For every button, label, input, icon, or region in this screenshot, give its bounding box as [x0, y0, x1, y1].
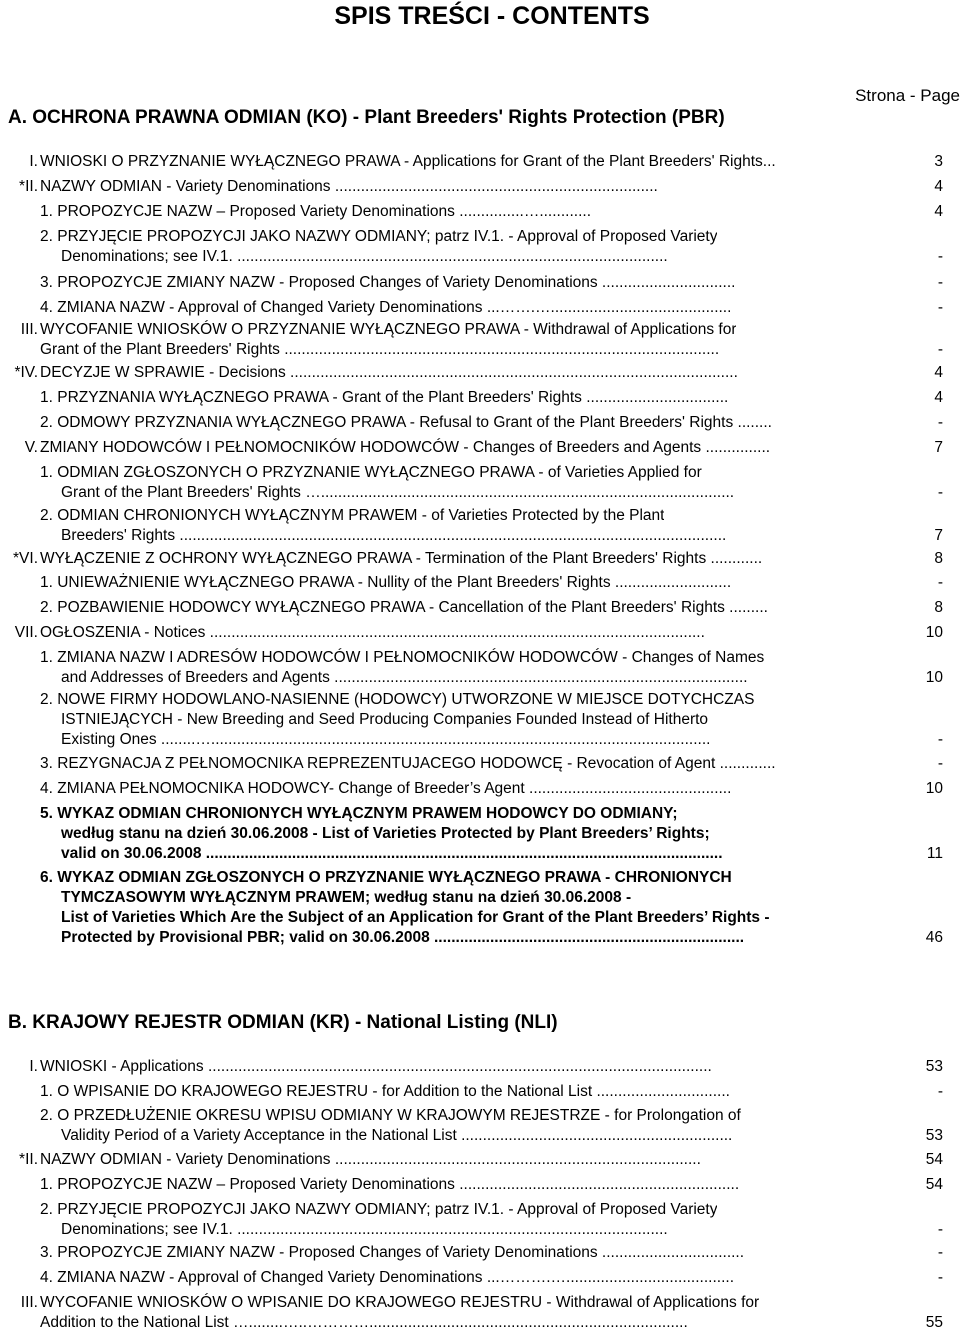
toc-entry-page: -	[937, 1269, 943, 1286]
toc-entry-page: -	[937, 731, 943, 748]
toc-entry-page: -	[937, 574, 943, 591]
toc-entry[interactable]	[0, 273, 960, 293]
toc-entry-page: 4	[934, 389, 943, 406]
section-b-heading: B. KRAJOWY REJESTR ODMIAN (KR) - National Listing (NLI)	[8, 1012, 558, 1033]
toc-entry-page: -	[937, 341, 943, 358]
toc-entry-text: według stanu na dzień 30.06.2008 - List of Varieties Protected by Plant Breeders’ Rights;	[61, 825, 710, 842]
toc-entry[interactable]	[0, 623, 960, 643]
toc-entry-page: 10	[925, 669, 943, 686]
toc-entry-text: Existing Ones ........…....................................................................................................................	[61, 731, 711, 748]
toc-entry-text: OGŁOSZENIA - Notices ...................................................................................................................	[40, 624, 705, 641]
toc-entry-text: and Addresses of Breeders and Agents ................................................................................................	[61, 669, 748, 686]
toc-entry-text: 3. PROPOZYCJE ZMIANY NAZW - Proposed Changes of Variety Denominations ...............................	[40, 274, 736, 291]
toc-entry[interactable]	[0, 754, 960, 774]
toc-entry-text: NAZWY ODMIAN - Variety Denominations ...........................................................................	[40, 178, 658, 195]
toc-entry[interactable]	[0, 506, 960, 546]
toc-entry[interactable]	[0, 413, 960, 433]
toc-entry-text: valid on 30.06.2008 ........................................................................................................................	[61, 845, 723, 862]
toc-entry[interactable]	[0, 804, 960, 864]
toc-entry-number: *VI.	[13, 550, 38, 567]
toc-entry-page: 53	[925, 1127, 943, 1144]
toc-entry-text: 4. ZMIANA NAZW - Approval of Changed Variety Denominations ...……….….......................................	[40, 1269, 734, 1286]
toc-entry-page: 7	[934, 439, 943, 456]
toc-entry[interactable]	[0, 1175, 960, 1195]
toc-entry-page: -	[937, 1221, 943, 1238]
toc-entry-page: 53	[925, 1058, 943, 1075]
toc-entry[interactable]	[0, 1243, 960, 1263]
toc-entry-text: 2. ODMOWY PRZYZNANIA WYŁĄCZNEGO PRAWA - Refusal to Grant of the Plant Breeders' Rights ........	[40, 414, 772, 431]
toc-entry-page: 10	[925, 780, 943, 797]
toc-entry-text: WYCOFANIE WNIOSKÓW O PRZYZNANIE WYŁĄCZNEGO PRAWA - Withdrawal of Applications for	[40, 321, 737, 338]
page-title: SPIS TREŚCI - CONTENTS	[334, 2, 650, 30]
toc-entry-number: III.	[20, 1294, 38, 1311]
toc-entry-text: Protected by Provisional PBR; valid on 30.06.2008 ........................................................................	[61, 929, 745, 946]
toc-entry-page: 4	[934, 364, 943, 381]
toc-entry[interactable]	[0, 298, 960, 318]
toc-entry-text: 5. WYKAZ ODMIAN CHRONIONYCH WYŁĄCZNYM PRAWEM HODOWCY DO ODMIANY;	[40, 805, 678, 822]
toc-entry-text: ZMIANY HODOWCÓW I PEŁNOMOCNIKÓW HODOWCÓW - Changes of Breeders and Agents ...............	[40, 439, 771, 456]
toc-entry-text: 1. PROPOZYCJE NAZW – Proposed Variety Denominations .................................................................	[40, 1176, 740, 1193]
toc-entry-text: 2. PRZYJĘCIE PROPOZYCJI JAKO NAZWY ODMIANY; patrz IV.1. - Approval of Proposed Variety	[40, 228, 718, 245]
toc-entry-text: 6. WYKAZ ODMIAN ZGŁOSZONYCH O PRZYZNANIE WYŁĄCZNEGO PRAWA - CHRONIONYCH	[40, 869, 732, 886]
toc-entry-page: -	[937, 484, 943, 501]
toc-entry-text: 1. ZMIANA NAZW I ADRESÓW HODOWCÓW I PEŁNOMOCNIKÓW HODOWCÓW - Changes of Names	[40, 649, 765, 666]
toc-entry-text: 2. ODMIAN CHRONIONYCH WYŁĄCZNYM PRAWEM - of Varieties Protected by the Plant	[40, 507, 665, 524]
toc-entry[interactable]	[0, 779, 960, 799]
toc-entry[interactable]	[0, 1057, 960, 1077]
toc-entry-text: Addition to the National List …........…..…………..........................................................................	[40, 1314, 688, 1331]
toc-entry[interactable]	[0, 1082, 960, 1102]
toc-entry-number: V.	[24, 439, 38, 456]
toc-entry[interactable]	[0, 549, 960, 569]
page-column-header: Strona - Page	[855, 86, 960, 105]
toc-entry-page: 8	[934, 550, 943, 567]
toc-entry-page: -	[937, 755, 943, 772]
toc-entry-number: *II.	[19, 178, 38, 195]
toc-entry-page: -	[937, 274, 943, 291]
toc-entry[interactable]	[0, 1106, 960, 1146]
toc-entry-text: 2. NOWE FIRMY HODOWLANO-NASIENNE (HODOWCY) UTWORZONE W MIEJSCE DOTYCHCZAS	[40, 691, 755, 708]
section-a-heading: A. OCHRONA PRAWNA ODMIAN (KO) - Plant Breeders' Rights Protection (PBR)	[8, 107, 725, 128]
toc-entry[interactable]	[0, 227, 960, 267]
toc-entry-page: 54	[925, 1176, 943, 1193]
toc-entry[interactable]	[0, 1268, 960, 1288]
toc-entry-page: 3	[934, 153, 943, 170]
toc-entry[interactable]	[0, 320, 960, 360]
toc-entry-text: WNIOSKI O PRZYZNANIE WYŁĄCZNEGO PRAWA - Applications for Grant of the Plant Breeders' Rights...	[40, 153, 776, 170]
toc-entry-number: *IV.	[14, 364, 38, 381]
toc-entry[interactable]	[0, 598, 960, 618]
toc-entry-page: 8	[934, 599, 943, 616]
toc-entry-text: Grant of the Plant Breeders' Rights …................................................................................................	[61, 484, 735, 501]
toc-entry-page: -	[937, 414, 943, 431]
toc-entry-page: 55	[925, 1314, 943, 1331]
toc-entry[interactable]	[0, 463, 960, 503]
toc-entry[interactable]	[0, 152, 960, 172]
toc-entry[interactable]	[0, 690, 960, 750]
toc-entry-page: 54	[925, 1151, 943, 1168]
toc-entry-text: 3. REZYGNACJA Z PEŁNOMOCNIKA REPREZENTUJACEGO HODOWCĘ - Revocation of Agent .............	[40, 755, 776, 772]
toc-entry-text: Breeders' Rights ...............................................................................................................................	[61, 527, 727, 544]
toc-entry-text: WNIOSKI - Applications .....................................................................................................................	[40, 1058, 712, 1075]
toc-entry-number: III.	[20, 321, 38, 338]
toc-entry[interactable]	[0, 202, 960, 222]
toc-entry-text: 1. UNIEWAŻNIENIE WYŁĄCZNEGO PRAWA - Nullity of the Plant Breeders' Rights ...........................	[40, 574, 732, 591]
toc-entry-text: TYMCZASOWYM WYŁĄCZNYM PRAWEM; według stanu na dzień 30.06.2008 -	[61, 889, 632, 906]
toc-entry-text: 2. POZBAWIENIE HODOWCY WYŁĄCZNEGO PRAWA - Cancellation of the Plant Breeders' Rights .........	[40, 599, 768, 616]
toc-entry-text: 4. ZMIANA NAZW - Approval of Changed Variety Denominations ...…….…..........................................	[40, 299, 732, 316]
toc-entry-page: 7	[934, 527, 943, 544]
toc-entry[interactable]	[0, 438, 960, 458]
toc-entry-page: 11	[926, 845, 943, 862]
toc-entry-text: DECYZJE W SPRAWIE - Decisions ........................................................................................................	[40, 364, 738, 381]
toc-entry-text: 1. PRZYZNANIA WYŁĄCZNEGO PRAWA - Grant of the Plant Breeders' Rights .................................	[40, 389, 729, 406]
toc-entry-text: 2. O PRZEDŁUŻENIE OKRESU WPISU ODMIANY W KRAJOWYM REJESTRZE - for Prolongation of	[40, 1107, 741, 1124]
toc-entry[interactable]	[0, 1150, 960, 1170]
toc-entry[interactable]	[0, 363, 960, 383]
toc-entry-page: 10	[925, 624, 943, 641]
toc-entry[interactable]	[0, 1200, 960, 1240]
toc-entry[interactable]	[0, 1293, 960, 1333]
toc-entry-number: I.	[29, 1058, 38, 1075]
toc-entry-text: WYŁĄCZENIE Z OCHRONY WYŁĄCZNEGO PRAWA - Termination of the Plant Breeders' Rights ............	[40, 550, 763, 567]
toc-entry-text: NAZWY ODMIAN - Variety Denominations .....................................................................................	[40, 1151, 701, 1168]
toc-entry-number: *II.	[19, 1151, 38, 1168]
toc-entry-text: 1. PROPOZYCJE NAZW – Proposed Variety Denominations ...............…............	[40, 203, 591, 220]
toc-entry-text: List of Varieties Which Are the Subject of an Application for Grant of the Plant Breeders’ Rights -	[61, 909, 770, 926]
toc-entry-text: Grant of the Plant Breeders' Rights .....................................................................................................	[40, 341, 720, 358]
toc-entry-number: VII.	[14, 624, 38, 641]
toc-entry[interactable]	[0, 573, 960, 593]
toc-entry-page: -	[937, 299, 943, 316]
toc-entry-text: 4. ZMIANA PEŁNOMOCNIKA HODOWCY- Change of Breeder’s Agent ...............................................	[40, 780, 732, 797]
toc-entry-text: 1. ODMIAN ZGŁOSZONYCH O PRZYZNANIE WYŁĄCZNEGO PRAWA - of Varieties Applied for	[40, 464, 702, 481]
toc-entry-page: -	[937, 1244, 943, 1261]
toc-entry-text: ISTNIEJĄCYCH - New Breeding and Seed Producing Companies Founded Instead of Hitherto	[61, 711, 709, 728]
toc-entry-text: 2. PRZYJĘCIE PROPOZYCJI JAKO NAZWY ODMIANY; patrz IV.1. - Approval of Proposed Variety	[40, 1201, 718, 1218]
toc-entry[interactable]	[0, 868, 960, 948]
toc-entry[interactable]	[0, 177, 960, 197]
toc-entry-page: -	[937, 248, 943, 265]
toc-entry-text: Denominations; see IV.1. ....................................................................................................	[61, 1221, 668, 1238]
toc-entry-text: Validity Period of a Variety Acceptance in the National List ...............................................................	[61, 1127, 733, 1144]
toc-entry-page: 46	[925, 929, 943, 946]
toc-entry[interactable]	[0, 388, 960, 408]
toc-entry-text: WYCOFANIE WNIOSKÓW O WPISANIE DO KRAJOWEGO REJESTRU - Withdrawal of Applications for	[40, 1294, 760, 1311]
toc-entry-page: 4	[934, 178, 943, 195]
toc-entry-text: 1. O WPISANIE DO KRAJOWEGO REJESTRU - for Addition to the National List ...............................	[40, 1083, 730, 1100]
toc-entry[interactable]	[0, 648, 960, 688]
toc-entry-text: Denominations; see IV.1. ....................................................................................................	[61, 248, 668, 265]
toc-entry-text: 3. PROPOZYCJE ZMIANY NAZW - Proposed Changes of Variety Denominations .................................	[40, 1244, 745, 1261]
toc-entry-page: -	[937, 1083, 943, 1100]
toc-entry-page: 4	[934, 203, 943, 220]
toc-entry-number: I.	[29, 153, 38, 170]
